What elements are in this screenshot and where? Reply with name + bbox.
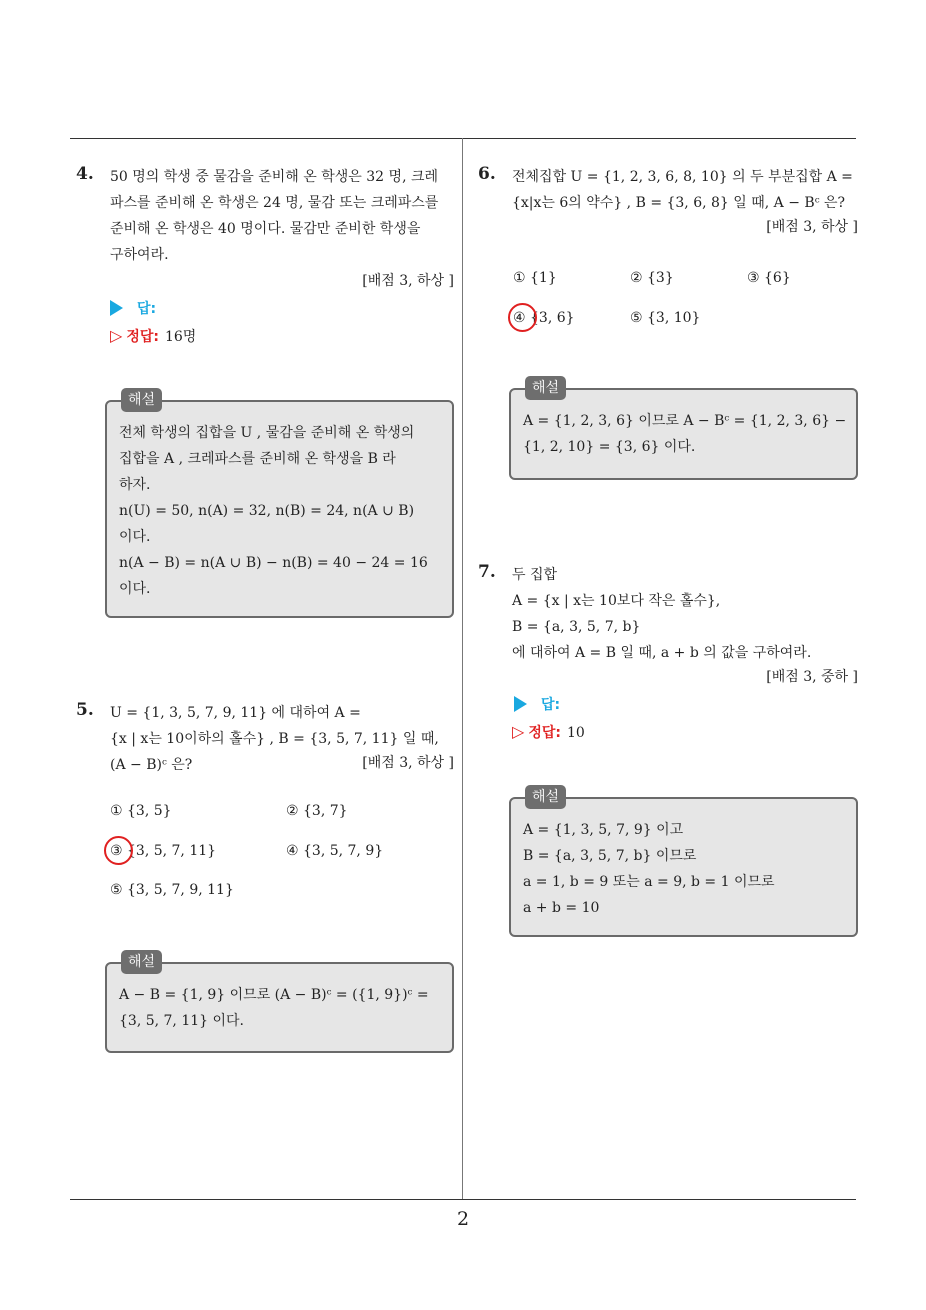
problem-line: 에 대하여 A = B 일 때, a + b 의 값을 구하여라.: [512, 645, 812, 661]
correct-label: 정답:: [126, 329, 159, 345]
solution-text: [107, 402, 452, 612]
problem-line: 준비해 온 학생은 40 명이다. 물감만 준비한 학생을: [110, 221, 421, 237]
problem-number: 5.: [76, 700, 94, 720]
choice-1[interactable]: ① {1}: [513, 270, 557, 286]
problem-number: 4.: [76, 164, 94, 184]
solution-box: [509, 380, 858, 480]
solution-line: A = {1, 3, 5, 7, 9} 이고: [523, 822, 684, 838]
solution-line: 하자.: [119, 477, 151, 493]
answer-row: [514, 694, 560, 714]
solution-tag: 해설: [525, 785, 566, 809]
solution-line: A = {1, 2, 3, 6} 이므로 A − Bᶜ = {1, 2, 3, 6} −: [523, 413, 847, 429]
solution-tag: 해설: [525, 376, 566, 400]
header-rule: [70, 138, 856, 139]
selected-answer-circle: [104, 836, 133, 865]
answer-label: 답:: [541, 697, 561, 713]
choice-3[interactable]: ③ {3, 5, 7, 11}: [110, 843, 217, 859]
choice-2[interactable]: ② {3, 7}: [286, 803, 348, 819]
problem-5: [76, 700, 454, 780]
solution-line: a = 1, b = 9 또는 a = 9, b = 1 이므로: [523, 874, 775, 890]
solution-line: B = {a, 3, 5, 7, b} 이므로: [523, 848, 697, 864]
correct-answer-value: 10: [566, 725, 585, 741]
problem-line: {x | x는 10이하의 홀수} , B = {3, 5, 7, 11} 일 때,: [110, 731, 439, 747]
solution-box: [105, 954, 454, 1053]
solution-tag: 해설: [121, 388, 162, 412]
choice-4[interactable]: ④ {3, 6}: [513, 310, 575, 326]
choice-1[interactable]: ① {3, 5}: [110, 803, 172, 819]
solution-line: {3, 5, 7, 11} 이다.: [119, 1013, 245, 1029]
play-triangle-icon: [514, 696, 527, 712]
score-label: [배점 3, 하상 ]: [362, 273, 454, 289]
score-label: [배점 3, 중하 ]: [766, 669, 858, 685]
problem-text: [512, 164, 858, 216]
outline-triangle-icon: ▷: [110, 326, 123, 345]
answer-label: 답:: [137, 301, 157, 317]
correct-answer-row: [110, 326, 196, 346]
solution-box: [105, 392, 454, 618]
problem-number: 6.: [478, 164, 496, 184]
solution-text: [107, 964, 452, 1044]
choice-5[interactable]: ⑤ {3, 10}: [630, 310, 701, 326]
outline-triangle-icon: ▷: [512, 722, 525, 741]
problem-text: [110, 164, 454, 268]
problem-line: {x|x는 6의 약수} , B = {3, 6, 8} 일 때, A − Bᶜ 은?: [512, 195, 846, 211]
solution-line: 이다.: [119, 581, 151, 597]
choice-3[interactable]: ③ {6}: [747, 270, 791, 286]
score-label: [배점 3, 하상 ]: [766, 219, 858, 235]
problem-7: [478, 562, 858, 692]
solution-text: [511, 799, 856, 931]
solution-tag: 해설: [121, 950, 162, 974]
problem-line: 전체집합 U = {1, 2, 3, 6, 8, 10} 의 두 부분집합 A =: [512, 169, 853, 185]
correct-label: 정답:: [528, 725, 561, 741]
solution-line: n(A − B) = n(A ∪ B) − n(B) = 40 − 24 = 16: [119, 555, 428, 571]
problem-line: 구하여라.: [110, 247, 169, 263]
solution-text: [511, 390, 856, 470]
page-number: 2: [456, 1208, 470, 1230]
answer-row: [110, 298, 156, 318]
choice-2[interactable]: ② {3}: [630, 270, 674, 286]
problem-line: A = {x | x는 10보다 작은 홀수},: [512, 593, 721, 609]
problem-line: (A − B)ᶜ 은?: [110, 757, 193, 773]
problem-line: 파스를 준비해 온 학생은 24 명, 물감 또는 크레파스를: [110, 195, 439, 211]
solution-line: {1, 2, 10} = {3, 6} 이다.: [523, 439, 696, 455]
problem-6: [478, 164, 858, 244]
solution-line: A − B = {1, 9} 이므로 (A − B)ᶜ = ({1, 9})ᶜ =: [119, 987, 429, 1003]
problem-text: [512, 562, 858, 666]
solution-line: n(U) = 50, n(A) = 32, n(B) = 24, n(A ∪ B): [119, 503, 415, 519]
solution-line: a + b = 10: [523, 900, 600, 916]
solution-line: 집합을 A , 크레파스를 준비해 온 학생을 B 라: [119, 451, 396, 467]
score-label: [배점 3, 하상 ]: [362, 755, 454, 771]
selected-answer-circle: [508, 303, 537, 332]
problem-number: 7.: [478, 562, 496, 582]
play-triangle-icon: [110, 300, 123, 316]
column-divider: [462, 138, 463, 1200]
problem-line: U = {1, 3, 5, 7, 9, 11} 에 대하여 A =: [110, 705, 361, 721]
problem-line: 50 명의 학생 중 물감을 준비해 온 학생은 32 명, 크레: [110, 169, 439, 185]
problem-line: B = {a, 3, 5, 7, b}: [512, 619, 641, 635]
problem-4: [76, 164, 454, 294]
correct-answer-row: [512, 722, 585, 742]
choice-4[interactable]: ④ {3, 5, 7, 9}: [286, 843, 384, 859]
footer-rule: [70, 1199, 856, 1200]
choice-5[interactable]: ⑤ {3, 5, 7, 9, 11}: [110, 882, 234, 898]
solution-box: [509, 789, 858, 937]
correct-answer-value: 16명: [164, 329, 197, 345]
solution-line: 전체 학생의 집합을 U , 물감을 준비해 온 학생의: [119, 425, 415, 441]
problem-line: 두 집합: [512, 567, 558, 583]
solution-line: 이다.: [119, 529, 151, 545]
